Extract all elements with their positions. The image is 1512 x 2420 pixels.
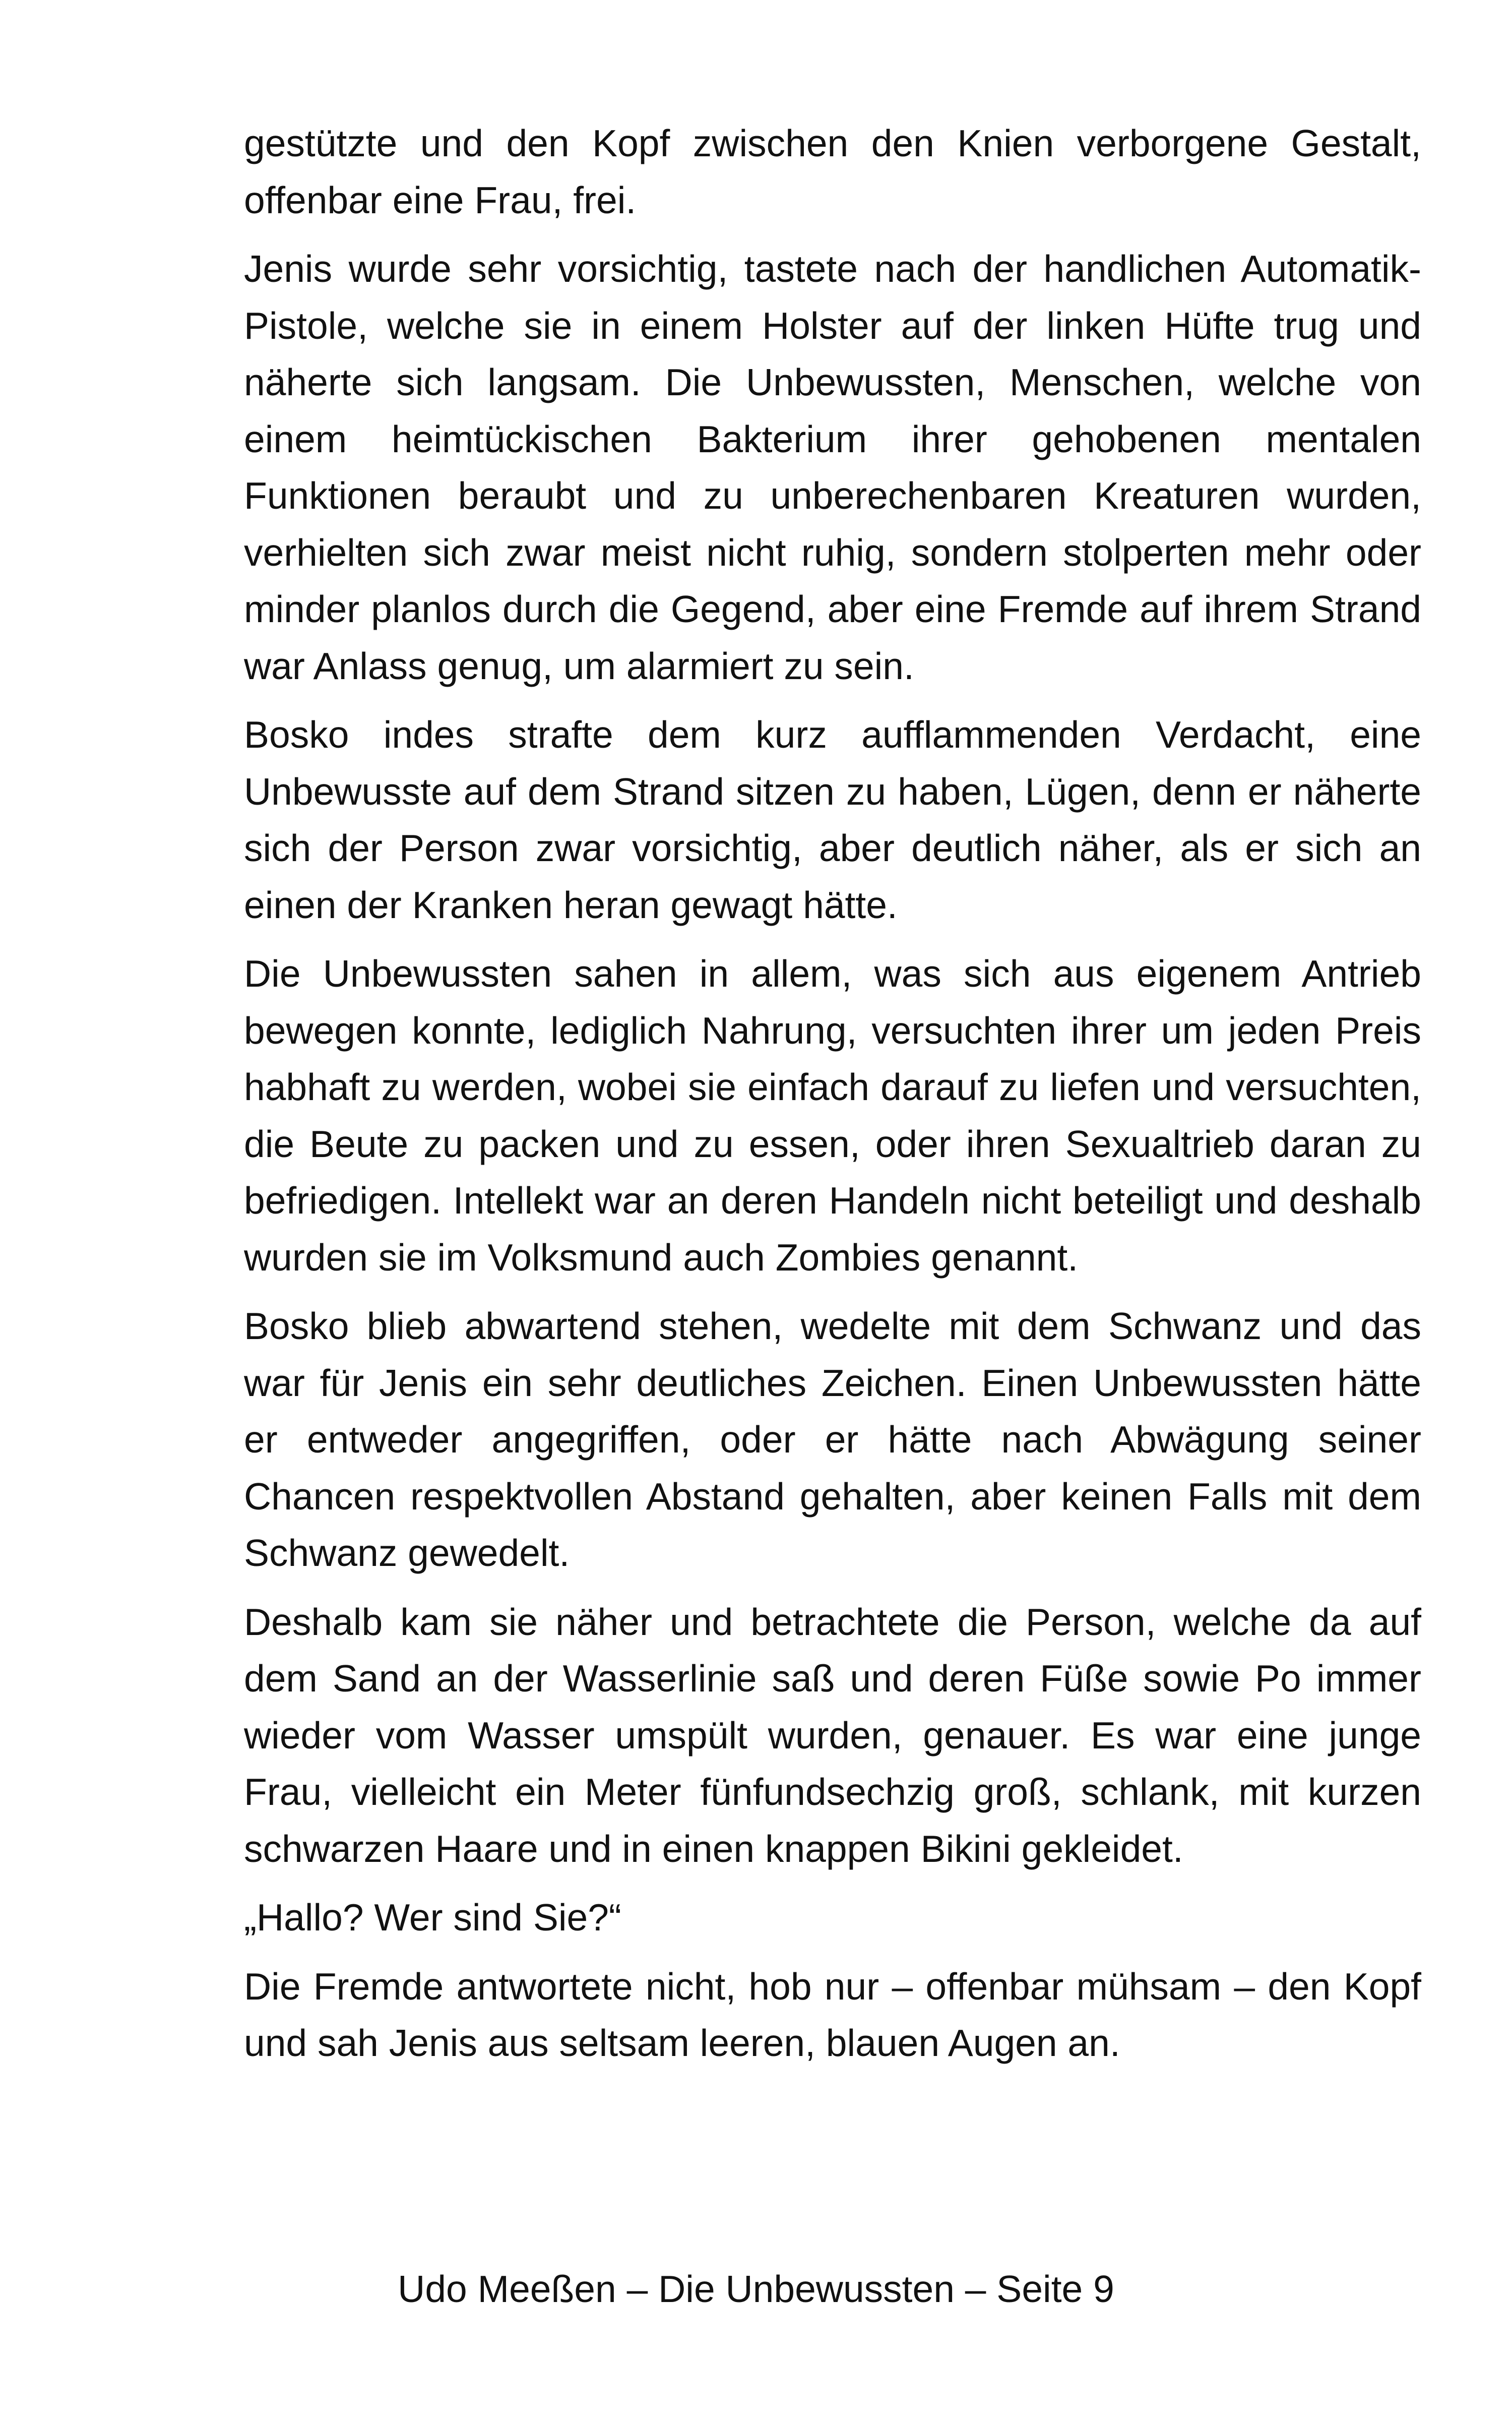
paragraph-7: „Hallo? Wer sind Sie?“ [244,1896,621,1939]
paragraph-2: Jenis wurde sehr vorsichtig, tastete nach der handlichen Automatik-Pistole, welche sie in einem Holster auf der linken Hüfte trug und näherte sich langsam. Die Unbewussten, Menschen, welche von einem heimtückischen Bakterium ihrer gehobenen mentalen Funktionen beraubt und zu unberechenbaren Kreaturen wurden, verhielten sich zwar meist nicht ruhig, sondern stolperten mehr oder minder planlos durch die Gegend, aber eine Fremde auf ihrem Strand war Anlass genug, um alarmiert zu sein. [244,248,1421,687]
paragraph-4: Die Unbewussten sahen in allem, was sich aus eigenem Antrieb bewegen konnte, lediglich Nahrung, versuchten ihrer um jeden Preis habhaft zu werden, wobei sie einfach darauf zu liefen und versuchten, die Beute zu packen und zu essen, oder ihren Sexualtrieb daran zu befriedigen. Intellekt war an deren Handeln nicht beteiligt und deshalb wurden sie im Volksmund auch Zombies genannt. [244,952,1421,1279]
page-footer: Udo Meeßen – Die Unbewussten – Seite 9 [398,2268,1114,2310]
paragraph-3: Bosko indes strafte dem kurz aufflammenden Verdacht, eine Unbewusste auf dem Strand sitzen zu haben, Lügen, denn er näherte sich der Person zwar vorsichtig, aber deutlich näher, als er sich an einen der Kranken heran gewagt hätte. [244,713,1421,926]
paragraph-6: Deshalb kam sie näher und betrachtete die Person, welche da auf dem Sand an der Wasserlinie saß und deren Füße sowie Po immer wieder vom Wasser umspült wurden, genauer. Es war eine junge Frau, vielleicht ein Meter fünfundsechzig groß, schlank, mit kurzen schwarzen Haare und in einen knappen Bikini gekleidet. [244,1600,1421,1870]
paragraph-8: Die Fremde antwortete nicht, hob nur – offenbar mühsam – den Kopf und sah Jenis aus seltsam leeren, blauen Augen an. [244,1965,1421,2064]
body-text [244,115,1421,2084]
paragraph-5: Bosko blieb abwartend stehen, wedelte mit dem Schwanz und das war für Jenis ein sehr deutliches Zeichen. Einen Unbewussten hätte er entweder angegriffen, oder er hätte nach Abwägung seiner Chancen respektvollen Abstand gehalten, aber keinen Falls mit dem Schwanz gewedelt. [244,1305,1421,1574]
paragraph-1: gestützte und den Kopf zwischen den Knien verborgene Gestalt, offenbar eine Frau, frei. [244,122,1421,221]
